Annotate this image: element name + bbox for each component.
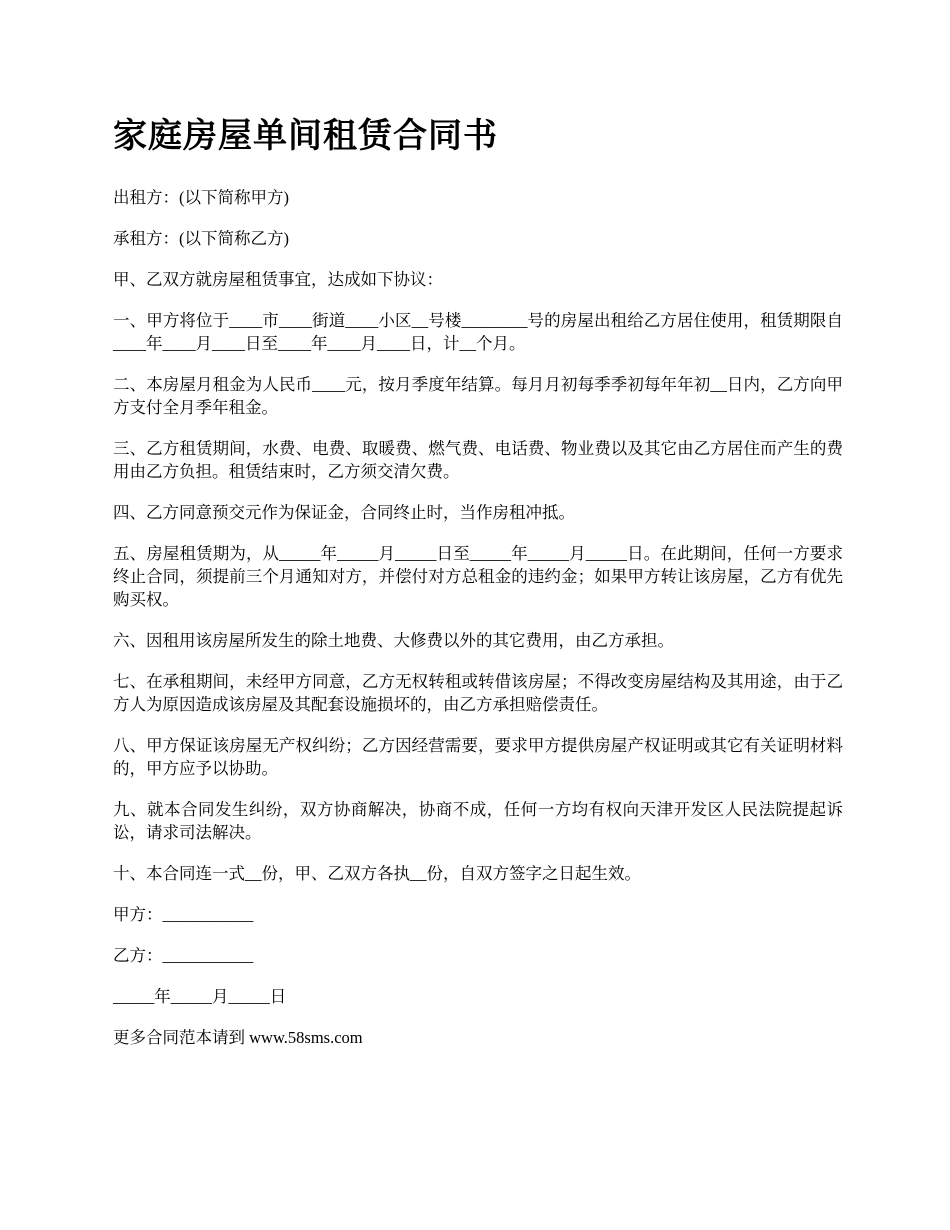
lessor-line: 出租方：(以下简称甲方) <box>113 188 289 207</box>
party-b-signature: 乙方：___________ <box>113 946 254 965</box>
clause-10: 十、本合同连一式__份，甲、乙双方各执__份，自双方签字之日起生效。 <box>113 864 641 883</box>
clause-1: 一、甲方将位于____市____街道____小区__号楼________号的房屋出租给乙方居住使用，租赁期限自____年____月____日至____年____月____日，计__个月。 <box>113 311 843 353</box>
clause-3: 三、乙方租赁期间，水费、电费、取暖费、燃气费、电话费、物业费以及其它由乙方居住而产生的费用由乙方负担。租赁结束时，乙方须交清欠费。 <box>113 439 843 481</box>
clause-2: 二、本房屋月租金为人民币____元，按月季度年结算。每月月初每季季初每年年初__日内，乙方向甲方支付全月季年租金。 <box>113 375 843 417</box>
clause-8: 八、甲方保证该房屋无产权纠纷；乙方因经营需要，要求甲方提供房屋产权证明或其它有关证明材料的，甲方应予以协助。 <box>113 736 843 778</box>
clause-4: 四、乙方同意预交元作为保证金，合同终止时，当作房租冲抵。 <box>113 503 575 522</box>
agreement-intro: 甲、乙双方就房屋租赁事宜，达成如下协议： <box>113 270 443 289</box>
clause-6: 六、因租用该房屋所发生的除土地费、大修费以外的其它费用，由乙方承担。 <box>113 631 674 650</box>
document-title: 家庭房屋单间租赁合同书 <box>113 116 498 156</box>
clause-7: 七、在承租期间，未经甲方同意，乙方无权转租或转借该房屋；不得改变房屋结构及其用途，由于乙方人为原因造成该房屋及其配套设施损坏的，由乙方承担赔偿责任。 <box>113 672 843 714</box>
clause-9: 九、就本合同发生纠纷，双方协商解决，协商不成，任何一方均有权向天津开发区人民法院提起诉讼，请求司法解决。 <box>113 800 843 842</box>
clause-5: 五、房屋租赁期为，从_____年_____月_____日至_____年_____月_____日。在此期间，任何一方要求终止合同，须提前三个月通知对方，并偿付对方总租金的违约金；如果甲方转让该房屋，乙方有优先购买权。 <box>113 544 843 609</box>
document-page <box>113 112 843 1067</box>
party-a-signature: 甲方：___________ <box>113 905 254 924</box>
lessee-line: 承租方：(以下简称乙方) <box>113 229 289 248</box>
signing-date: _____年_____月_____日 <box>113 987 287 1006</box>
footer-note: 更多合同范本请到 www.58sms.com <box>113 1028 363 1047</box>
